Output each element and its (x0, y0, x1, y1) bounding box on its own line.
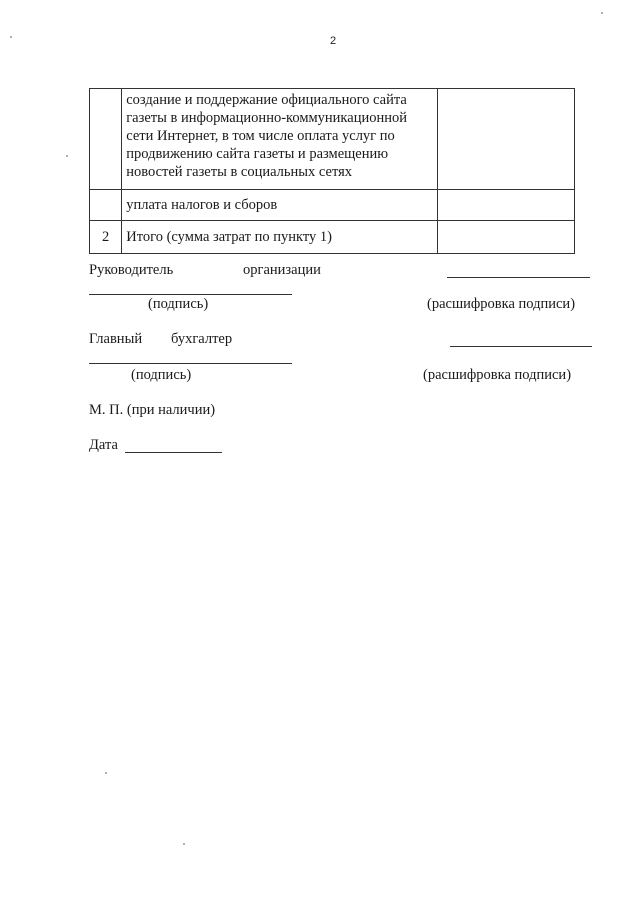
head-title-word-1: Руководитель (89, 262, 174, 278)
date-line (125, 452, 222, 453)
scan-speck (105, 772, 107, 774)
accountant-decoding-label: (расшифровка подписи) (423, 367, 572, 383)
scan-speck (601, 12, 603, 14)
row-number-cell: 2 (90, 221, 122, 254)
head-signature-line (89, 294, 292, 295)
row-description-cell: Итого (сумма затрат по пункту 1) (122, 221, 438, 254)
stamp-place-label: М. П. (при наличии) (89, 402, 216, 418)
scan-speck (66, 155, 68, 157)
row-value-cell (438, 221, 575, 254)
row-number-cell (90, 89, 122, 190)
date-label: Дата (89, 437, 118, 453)
row-description-cell: создание и поддержание официального сайта газеты в информационно-коммуникационной сети Интернет, в том числе оплата услуг по продвижению сайта газеты и размещению новостей газеты в социальных сетях (122, 89, 438, 190)
head-signature-label: (подпись) (148, 296, 209, 312)
row-description-cell: уплата налогов и сборов (122, 190, 438, 221)
accountant-decoding-line (450, 346, 592, 347)
head-decoding-label: (расшифровка подписи) (427, 296, 576, 312)
head-decoding-line (447, 277, 590, 278)
row-value-cell (438, 89, 575, 190)
table-row (90, 221, 575, 254)
table-row (90, 190, 575, 221)
row-value-cell (438, 190, 575, 221)
accountant-title-word-2: бухгалтер (171, 331, 233, 347)
cost-table (89, 88, 575, 254)
scan-speck (10, 36, 12, 38)
page-number: 2 (330, 35, 337, 47)
head-title-word-2: организации (243, 262, 321, 278)
scan-speck (183, 843, 185, 845)
accountant-signature-line (89, 363, 292, 364)
accountant-title-word-1: Главный (89, 331, 143, 347)
row-number-cell (90, 190, 122, 221)
table-row (90, 89, 575, 190)
accountant-signature-label: (подпись) (131, 367, 192, 383)
